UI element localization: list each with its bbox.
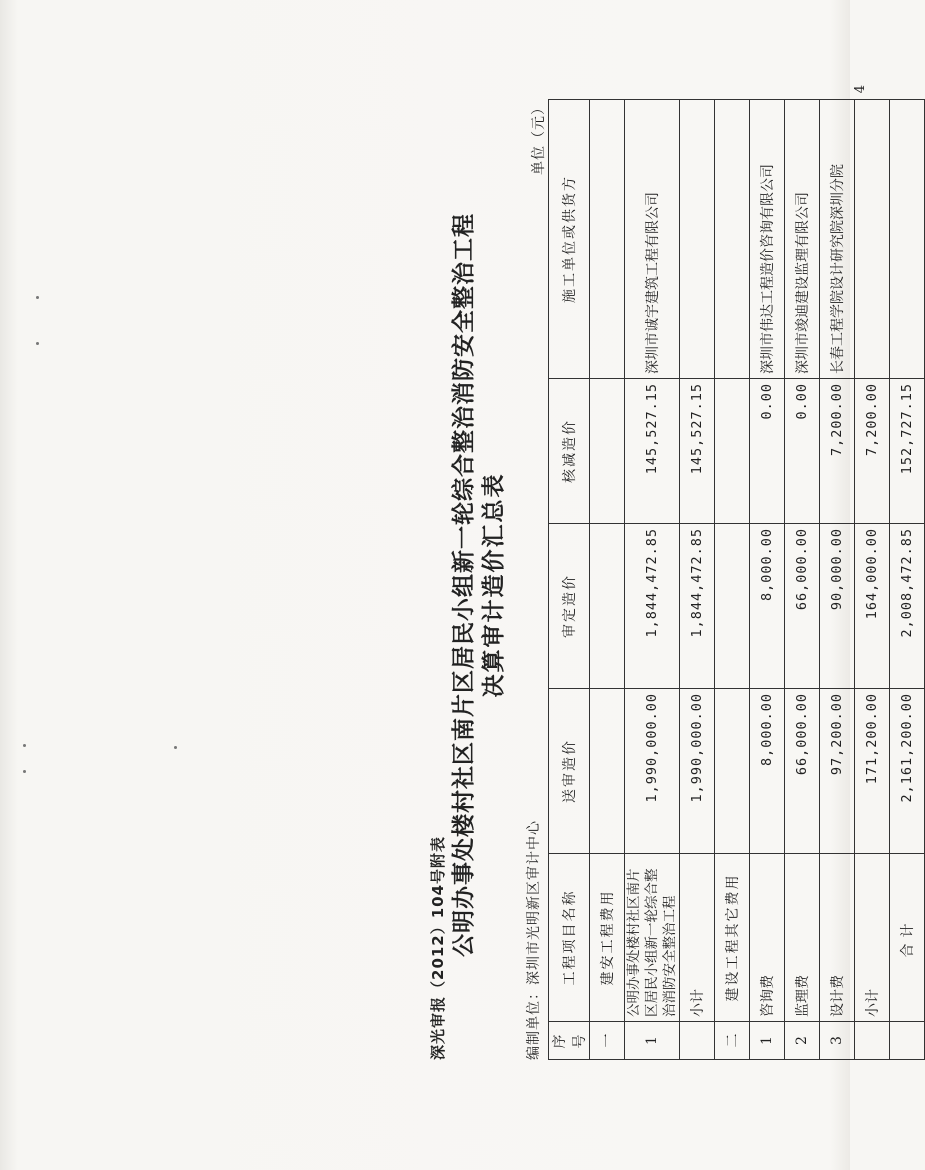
row-contractor: 长春工程学院设计研究院深圳分院 bbox=[820, 100, 855, 379]
row-reduced: 0.00 bbox=[785, 379, 820, 524]
audit-summary-table bbox=[548, 99, 925, 1060]
header-contractor: 施工单位或供货方 bbox=[549, 100, 590, 379]
empty-cell bbox=[590, 100, 625, 379]
section-seq: 二 bbox=[715, 1022, 750, 1060]
row-submitted: 66,000.00 bbox=[785, 689, 820, 854]
punch-mark bbox=[174, 746, 177, 749]
row-seq: 3 bbox=[820, 1022, 855, 1060]
empty-cell bbox=[590, 524, 625, 689]
empty-cell bbox=[680, 1022, 715, 1060]
page-number: 4 bbox=[853, 85, 868, 94]
row-approved: 90,000.00 bbox=[820, 524, 855, 689]
section-seq: 一 bbox=[590, 1022, 625, 1060]
row-seq: 2 bbox=[785, 1022, 820, 1060]
empty-cell bbox=[715, 379, 750, 524]
report-number: 深光审报（2012）104号附表 bbox=[429, 835, 447, 1060]
row-contractor: 深圳市伟达工程造价咨询有限公司 bbox=[750, 100, 785, 379]
empty-cell bbox=[715, 100, 750, 379]
header-submitted: 送审造价 bbox=[549, 689, 590, 854]
empty-cell bbox=[855, 100, 890, 379]
header-reduced: 核减造价 bbox=[549, 379, 590, 524]
subtotal-row bbox=[680, 100, 715, 1060]
row-approved: 1,844,472.85 bbox=[625, 524, 680, 689]
row-contractor: 深圳市竣迪建设监理有限公司 bbox=[785, 100, 820, 379]
empty-cell bbox=[590, 689, 625, 854]
row-approved: 66,000.00 bbox=[785, 524, 820, 689]
section-label: 建设工程其它费用 bbox=[715, 854, 750, 1022]
row-name: 咨询费 bbox=[750, 854, 785, 1022]
empty-cell bbox=[890, 1022, 925, 1060]
section-row bbox=[715, 100, 750, 1060]
table-row bbox=[785, 100, 820, 1060]
empty-cell bbox=[590, 379, 625, 524]
row-reduced: 7,200.00 bbox=[820, 379, 855, 524]
subtotal-label: 小计 bbox=[855, 854, 890, 1022]
table-row bbox=[820, 100, 855, 1060]
empty-cell bbox=[715, 524, 750, 689]
empty-cell bbox=[855, 1022, 890, 1060]
table-header-row bbox=[549, 100, 590, 1060]
subtotal-submitted: 171,200.00 bbox=[855, 689, 890, 854]
row-contractor: 深圳市诚宇建筑工程有限公司 bbox=[625, 100, 680, 379]
subtotal-row bbox=[855, 100, 890, 1060]
table-row bbox=[750, 100, 785, 1060]
subtotal-approved: 1,844,472.85 bbox=[680, 524, 715, 689]
punch-mark bbox=[36, 296, 39, 299]
row-reduced: 0.00 bbox=[750, 379, 785, 524]
row-submitted: 8,000.00 bbox=[750, 689, 785, 854]
subtotal-reduced: 7,200.00 bbox=[855, 379, 890, 524]
punch-mark bbox=[23, 770, 26, 773]
total-label: 合计 bbox=[890, 854, 925, 1022]
row-seq: 1 bbox=[625, 1022, 680, 1060]
section-row bbox=[590, 100, 625, 1060]
currency-unit: 单位（元） bbox=[531, 100, 547, 175]
header-seq: 序号 bbox=[549, 1022, 590, 1060]
total-approved: 2,008,472.85 bbox=[890, 524, 925, 689]
empty-cell bbox=[890, 100, 925, 379]
subtotal-label: 小计 bbox=[680, 854, 715, 1022]
table-row bbox=[625, 100, 680, 1060]
total-submitted: 2,161,200.00 bbox=[890, 689, 925, 854]
punch-mark bbox=[36, 342, 39, 345]
header-name: 工程项目名称 bbox=[549, 854, 590, 1022]
compiler-unit: 编制单位：深圳市光明新区审计中心 bbox=[526, 820, 542, 1060]
row-submitted: 97,200.00 bbox=[820, 689, 855, 854]
header-approved: 审定造价 bbox=[549, 524, 590, 689]
subtotal-approved: 164,000.00 bbox=[855, 524, 890, 689]
section-label: 建安工程费用 bbox=[590, 854, 625, 1022]
document-subtitle: 决算审计造价汇总表 bbox=[480, 472, 507, 698]
empty-cell bbox=[680, 100, 715, 379]
total-reduced: 152,727.15 bbox=[890, 379, 925, 524]
document-title: 公明办事处楼村社区南片区居民小组新一轮综合整治消防安全整治工程 bbox=[450, 213, 477, 957]
row-approved: 8,000.00 bbox=[750, 524, 785, 689]
empty-cell bbox=[715, 689, 750, 854]
row-submitted: 1,990,000.00 bbox=[625, 689, 680, 854]
row-seq: 1 bbox=[750, 1022, 785, 1060]
row-name: 设计费 bbox=[820, 854, 855, 1022]
subtotal-reduced: 145,527.15 bbox=[680, 379, 715, 524]
row-name: 监理费 bbox=[785, 854, 820, 1022]
total-row bbox=[890, 100, 925, 1060]
document-page bbox=[345, 85, 916, 1085]
row-reduced: 145,527.15 bbox=[625, 379, 680, 524]
subtotal-submitted: 1,990,000.00 bbox=[680, 689, 715, 854]
punch-mark bbox=[23, 744, 26, 747]
row-name: 公明办事处楼村社区南片区居民小组新一轮综合整治消防安全整治工程 bbox=[625, 854, 680, 1022]
